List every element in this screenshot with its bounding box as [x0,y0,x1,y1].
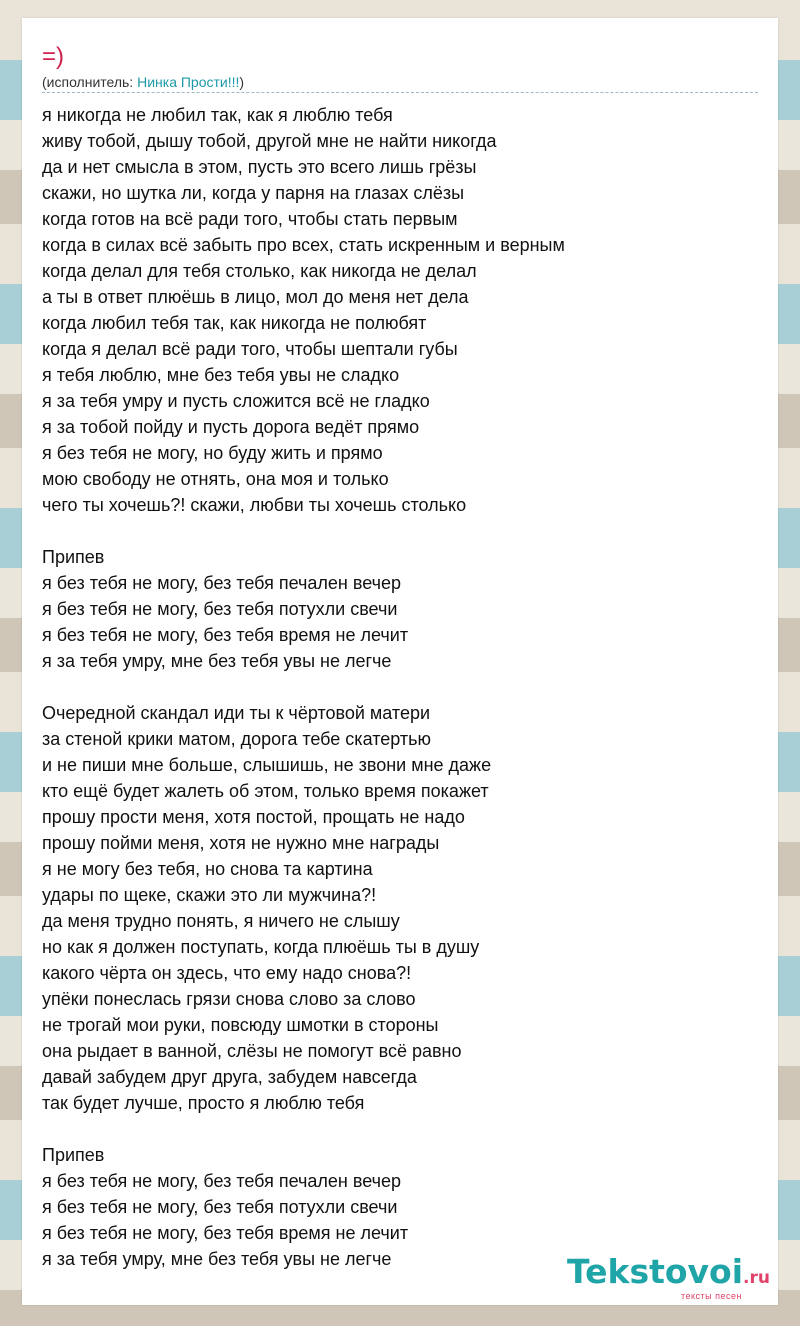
lyric-line: какого чёрта он здесь, что ему надо снова?! [42,963,412,983]
lyric-line: я без тебя не могу, без тебя печален вечер [42,573,402,593]
lyric-line: когда я делал всё ради того, чтобы шептали губы [42,339,458,359]
performer-line [42,73,244,91]
lyric-line: давай забудем друг друга, забудем навсегда [42,1067,417,1087]
lyric-line: за стеной крики матом, дорога тебе скатертью [42,729,431,749]
artist-link[interactable]: Нинка Прости!!! [137,74,240,90]
lyric-line: удары по щеке, скажи это ли мужчина?! [42,885,377,905]
logo-wordmark [567,1252,770,1295]
lyrics-body [42,102,565,1272]
lyric-line: так будет лучше, просто я люблю тебя [42,1093,365,1113]
lyric-line: Очередной скандал иди ты к чёртовой матери [42,703,431,723]
logo-tagline: тексты песен [680,1291,742,1301]
lyric-line: когда делал для тебя столько, как никогда не делал [42,261,477,281]
lyric-line: когда в силах всё забыть про всех, стать искренным и верным [42,235,565,255]
lyric-line: я за тебя умру и пусть сложится всё не гладко [42,391,430,411]
performer-prefix: (исполнитель: [42,74,138,90]
lyric-line: я за тобой пойду и пусть дорога ведёт прямо [42,417,420,437]
lyric-line: живу тобой, дышу тобой, другой мне не найти никогда [42,131,497,151]
lyric-line: я без тебя не могу, без тебя печален вечер [42,1171,402,1191]
stanza-gap [42,674,565,700]
lyric-line: она рыдает в ванной, слёзы не помогут всё равно [42,1041,462,1061]
lyric-line: я без тебя не могу, без тебя время не лечит [42,625,409,645]
lyric-line: да меня трудно понять, я ничего не слышу [42,911,400,931]
lyric-line: я без тебя не могу, без тебя время не лечит [42,1223,409,1243]
lyric-line: мою свободу не отнять, она моя и только [42,469,389,489]
song-title: =) [42,43,65,70]
chorus-heading: Припев [42,1145,105,1165]
chorus-2 [42,1142,565,1272]
lyric-line: да и нет смысла в этом, пусть это всего лишь грёзы [42,157,477,177]
lyric-line: не трогай мои руки, повсюду шмотки в стороны [42,1015,439,1035]
lyric-line: чего ты хочешь?! скажи, любви ты хочешь столько [42,495,467,515]
stanza-gap [42,518,565,544]
lyric-line: я за тебя умру, мне без тебя увы не легче [42,651,392,671]
stanza-gap [42,1116,565,1142]
verse-1 [42,102,565,518]
lyric-line: я не могу без тебя, но снова та картина [42,859,373,879]
lyrics-card [22,18,778,1305]
lyric-line: я без тебя не могу, без тебя потухли свечи [42,599,398,619]
lyric-line: когда любил тебя так, как никогда не полюбят [42,313,427,333]
lyric-line: кто ещё будет жалеть об этом, только время покажет [42,781,489,801]
lyric-line: я без тебя не могу, но буду жить и прямо [42,443,383,463]
lyric-line: упёки понеслась грязи снова слово за слово [42,989,416,1009]
chorus-heading: Припев [42,547,105,567]
lyric-line: прошу прости меня, хотя постой, прощать не надо [42,807,465,827]
lyric-line: я за тебя умру, мне без тебя увы не легче [42,1249,392,1269]
divider [42,92,758,93]
logo-main-text: Tekstovoi [567,1252,744,1291]
verse-2 [42,700,565,1116]
lyric-line: прошу пойми меня, хотя не нужно мне награды [42,833,440,853]
lyric-line: скажи, но шутка ли, когда у парня на глазах слёзы [42,183,465,203]
lyric-line: я без тебя не могу, без тебя потухли свечи [42,1197,398,1217]
lyric-line: когда готов на всё ради того, чтобы стать первым [42,209,458,229]
chorus-1 [42,544,565,674]
lyric-line: я никогда не любил так, как я люблю тебя [42,105,393,125]
lyric-line: но как я должен поступать, когда плюёшь ты в душу [42,937,480,957]
lyric-line: а ты в ответ плюёшь в лицо, мол до меня нет дела [42,287,469,307]
site-logo[interactable] [567,1252,770,1301]
lyric-line: и не пиши мне больше, слышишь, не звони мне даже [42,755,492,775]
lyric-line: я тебя люблю, мне без тебя увы не сладко [42,365,400,385]
logo-domain: .ru [743,1268,770,1288]
performer-suffix: ) [239,74,245,90]
